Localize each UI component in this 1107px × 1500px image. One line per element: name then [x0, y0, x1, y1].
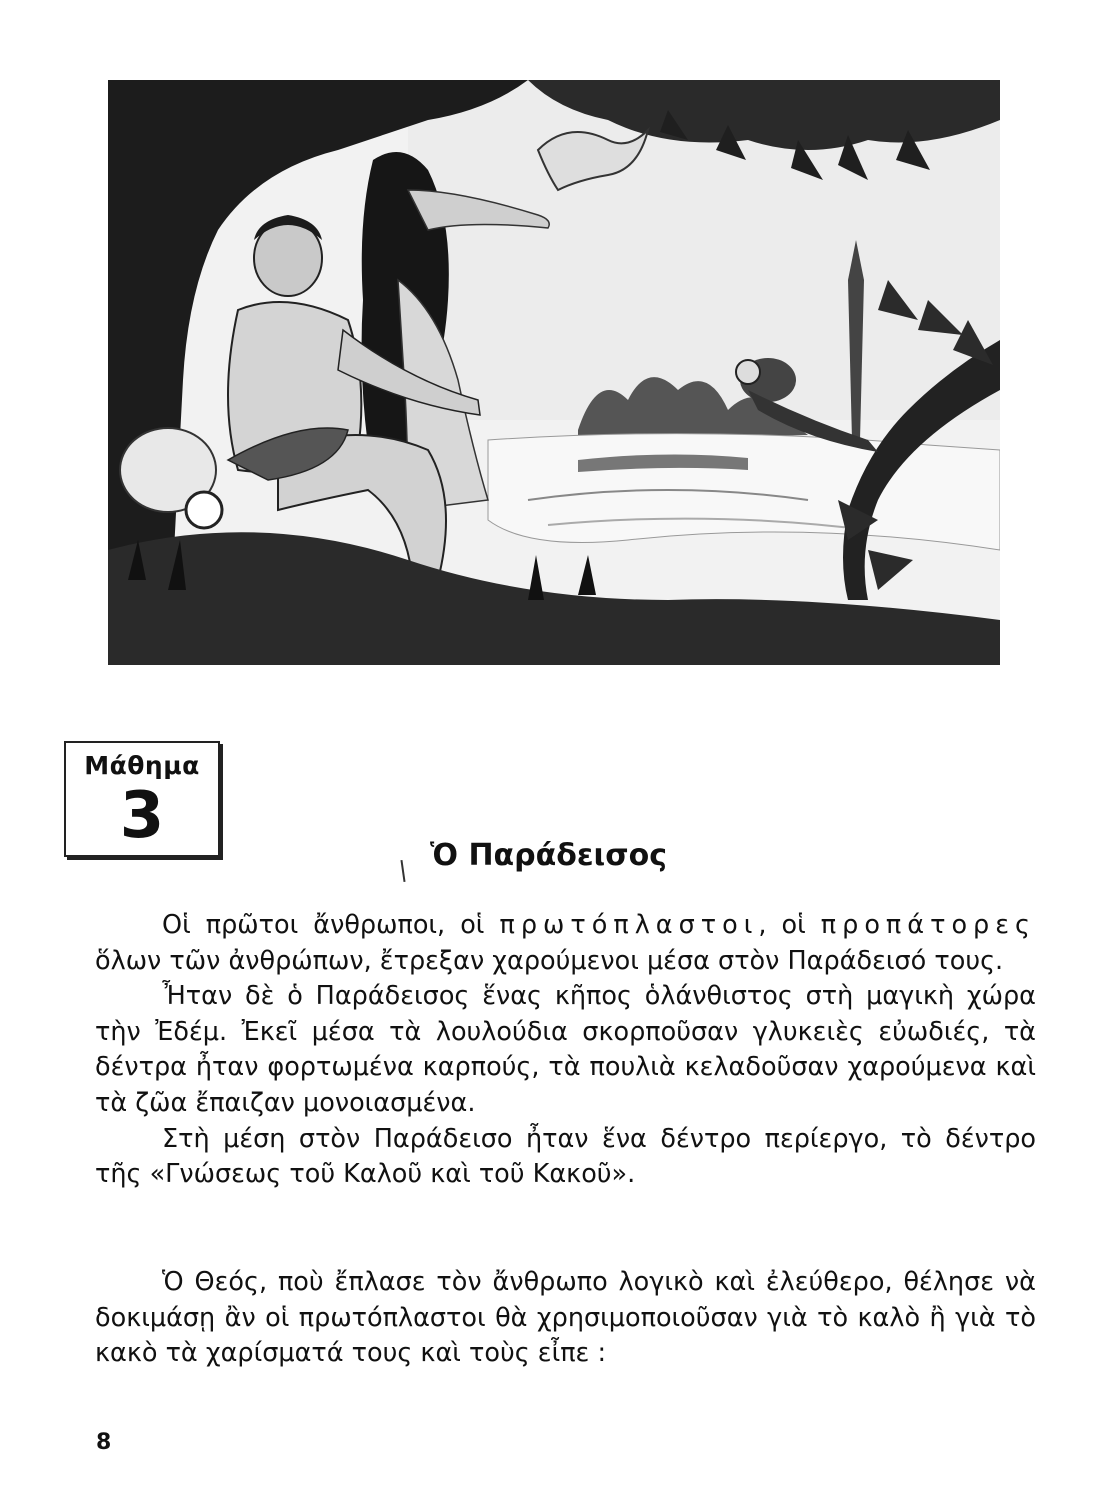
page-number: 8	[96, 1430, 112, 1455]
illustration-drawing	[108, 80, 1000, 665]
title-mark	[400, 860, 405, 882]
paragraph-4: Ὁ Θεός, ποὺ ἔπλασε τὸν ἄνθρωπο λογικὸ καὶ ἐλεύθερο, θέλησε νὰ δοκιμάσῃ ἂν οἱ πρωτόπλαστοι θὰ χρησιμοποιοῦσαν γιὰ τὸ καλὸ ἢ γιὰ τὸ κακὸ τὰ χαρίσματά τους καὶ τοὺς εἶπε :	[95, 1267, 1036, 1369]
paragraph-1	[95, 908, 1036, 979]
paragraph-3: Στὴ μέση στὸν Παράδεισο ἦταν ἕνα δέντρο περίεργο, τὸ δέντρο τῆς «Γνώσεως τοῦ Καλοῦ καὶ τοῦ Κακοῦ».	[95, 1123, 1036, 1190]
body-text-bottom	[95, 1265, 1036, 1372]
paragraph-1-text-c: , οἱ	[758, 910, 821, 940]
page-title: Ὁ Παράδεισος	[430, 838, 667, 873]
lesson-badge	[64, 741, 220, 857]
lesson-label: Μάθημα	[84, 751, 200, 780]
lesson-number: 3	[119, 779, 165, 853]
body-text-top	[95, 908, 1036, 1193]
paragraph-1-text-e: ὅλων τῶν ἀνθρώπων, ἔτρεξαν χαρούμενοι μέσα στὸν Παράδεισό τους.	[95, 945, 1004, 976]
paragraph-1-text-a: Οἱ πρῶτοι ἄνθρωποι, οἱ	[162, 910, 500, 940]
term-propatores: προπάτορες	[820, 910, 1036, 940]
paradise-illustration	[108, 80, 1000, 665]
term-protoplastoi: πρωτόπλαστοι	[499, 910, 759, 940]
paragraph-2: Ἦταν δὲ ὁ Παράδεισος ἕνας κῆπος ὁλάνθιστος στὴ μαγικὴ χώρα τὴν Ἐδέμ. Ἐκεῖ μέσα τὰ λουλούδια σκορποῦσαν γλυκειὲς εὐωδιές, τὰ δέντρα ἦταν φορτωμένα καρπούς, τὰ πουλιὰ κελαδοῦσαν χαρούμενα καὶ τὰ ζῶα ἔπαιζαν μονοιασμένα.	[95, 981, 1036, 1118]
